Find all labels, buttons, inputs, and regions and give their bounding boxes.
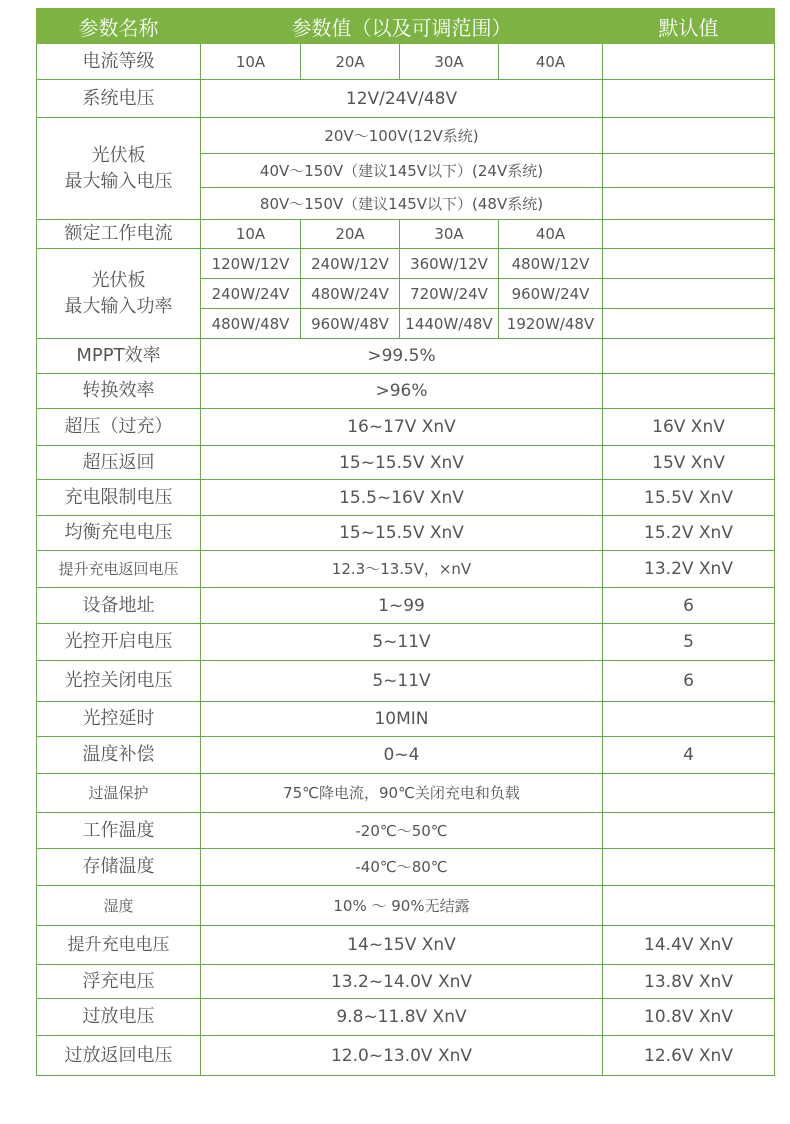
row-value: 12.0~13.0V XnV: [201, 1036, 603, 1076]
power-cell: 480W/48V: [201, 309, 301, 339]
row-default: [603, 339, 775, 374]
row-name: 电流等级: [37, 44, 201, 80]
row-value-cell: 30A: [400, 220, 499, 249]
power-cell: 1920W/48V: [499, 309, 603, 339]
row-default: [603, 849, 775, 886]
row-name: 浮充电压: [37, 965, 201, 999]
row-name: 超压返回: [37, 446, 201, 480]
row-default: [603, 374, 775, 409]
row-value-cell: 10A: [201, 44, 301, 80]
row-value: 80V～150V（建议145V以下）(48V系统): [201, 188, 603, 220]
row-default: [603, 188, 775, 220]
row-value: 15~15.5V XnV: [201, 446, 603, 480]
row-name: 提升充电电压: [37, 926, 201, 965]
row-name: 额定工作电流: [37, 220, 201, 249]
power-cell: 360W/12V: [400, 249, 499, 279]
row-default: 6: [603, 661, 775, 702]
row-over-discharge: [37, 999, 775, 1036]
row-default: [603, 886, 775, 926]
row-over-temp: [37, 774, 775, 813]
row-default: 13.8V XnV: [603, 965, 775, 999]
power-cell: 240W/12V: [301, 249, 400, 279]
row-name: 光控关闭电压: [37, 661, 201, 702]
row-name: 过放返回电压: [37, 1036, 201, 1076]
row-value: 40V～150V（建议145V以下）(24V系统): [201, 154, 603, 188]
row-light-off: [37, 661, 775, 702]
row-default: 10.8V XnV: [603, 999, 775, 1036]
row-over-voltage-return: [37, 446, 775, 480]
row-value: 12V/24V/48V: [201, 80, 603, 118]
row-equalize: [37, 516, 775, 551]
row-default: [603, 309, 775, 339]
row-default: [603, 249, 775, 279]
row-value: 9.8~11.8V XnV: [201, 999, 603, 1036]
row-temp-comp: [37, 737, 775, 774]
row-mppt-eff: [37, 339, 775, 374]
row-name: 温度补偿: [37, 737, 201, 774]
row-value: 15~15.5V XnV: [201, 516, 603, 551]
row-default: 15V XnV: [603, 446, 775, 480]
row-value: -40℃～80℃: [201, 849, 603, 886]
row-value: 10% ～ 90%无结露: [201, 886, 603, 926]
row-value: 15.5~16V XnV: [201, 480, 603, 516]
row-value: 13.2~14.0V XnV: [201, 965, 603, 999]
power-cell: 720W/24V: [400, 279, 499, 309]
row-over-discharge-return: [37, 1036, 775, 1076]
row-default: [603, 44, 775, 80]
row-value-cell: 30A: [400, 44, 499, 80]
power-cell: 240W/24V: [201, 279, 301, 309]
row-boost-return: [37, 551, 775, 588]
row-charge-limit: [37, 480, 775, 516]
row-conv-eff: [37, 374, 775, 409]
row-value: 0~4: [201, 737, 603, 774]
row-name: 转换效率: [37, 374, 201, 409]
row-name-line: 最大输入电压: [64, 170, 173, 192]
row-default: 5: [603, 624, 775, 661]
row-value: 12.3～13.5V，×nV: [201, 551, 603, 588]
header-param-value: 参数值（以及可调范围）: [201, 9, 603, 44]
row-value: >99.5%: [201, 339, 603, 374]
row-value: 16~17V XnV: [201, 409, 603, 446]
power-cell: 480W/12V: [499, 249, 603, 279]
row-value: 14~15V XnV: [201, 926, 603, 965]
row-value: 5~11V: [201, 661, 603, 702]
row-device-addr: [37, 588, 775, 624]
row-name: 提升充电返回电压: [37, 551, 201, 588]
row-value-cell: 40A: [499, 220, 603, 249]
row-default: [603, 80, 775, 118]
row-name: 湿度: [37, 886, 201, 926]
row-default: 6: [603, 588, 775, 624]
header-param-name: 参数名称: [37, 9, 201, 44]
row-value: 10MIN: [201, 702, 603, 737]
row-name: 过温保护: [37, 774, 201, 813]
row-storage-temp: [37, 849, 775, 886]
row-name: 工作温度: [37, 813, 201, 849]
row-value: >96%: [201, 374, 603, 409]
row-name: 充电限制电压: [37, 480, 201, 516]
row-name-multiline: [37, 118, 201, 220]
row-default: [603, 220, 775, 249]
row-value: -20℃～50℃: [201, 813, 603, 849]
row-current-level: [37, 44, 775, 80]
row-value: 1~99: [201, 588, 603, 624]
power-cell: 480W/24V: [301, 279, 400, 309]
row-default: 13.2V XnV: [603, 551, 775, 588]
row-name-line: 最大输入功率: [64, 295, 173, 317]
row-name: 过放电压: [37, 999, 201, 1036]
power-cell: 960W/48V: [301, 309, 400, 339]
row-default: 14.4V XnV: [603, 926, 775, 965]
row-name-line: 光伏板: [91, 269, 146, 291]
row-value-cell: 40A: [499, 44, 603, 80]
spec-table-container: [36, 8, 774, 1076]
spec-table: [36, 8, 775, 1076]
header-default-value: 默认值: [603, 9, 775, 44]
row-name: 光控延时: [37, 702, 201, 737]
row-default: [603, 702, 775, 737]
row-system-voltage: [37, 80, 775, 118]
row-value-cell: 10A: [201, 220, 301, 249]
power-cell: 1440W/48V: [400, 309, 499, 339]
row-default: 15.2V XnV: [603, 516, 775, 551]
row-value-cell: 20A: [301, 44, 400, 80]
row-pv-max-voltage: [37, 118, 775, 154]
row-rated-current: [37, 220, 775, 249]
row-pv-max-power: [37, 249, 775, 279]
row-value: 5~11V: [201, 624, 603, 661]
row-humidity: [37, 886, 775, 926]
row-default: 16V XnV: [603, 409, 775, 446]
row-default: [603, 154, 775, 188]
row-light-on: [37, 624, 775, 661]
row-name: 均衡充电电压: [37, 516, 201, 551]
row-name: MPPT效率: [37, 339, 201, 374]
row-name-line: 光伏板: [91, 144, 146, 166]
header-row: [37, 9, 775, 44]
row-name: 光控开启电压: [37, 624, 201, 661]
row-value: 75℃降电流，90℃关闭充电和负载: [201, 774, 603, 813]
row-name: 系统电压: [37, 80, 201, 118]
row-default: 4: [603, 737, 775, 774]
row-default: 12.6V XnV: [603, 1036, 775, 1076]
row-default: 15.5V XnV: [603, 480, 775, 516]
row-work-temp: [37, 813, 775, 849]
power-cell: 120W/12V: [201, 249, 301, 279]
row-value: 20V～100V(12V系统): [201, 118, 603, 154]
row-value-cell: 20A: [301, 220, 400, 249]
row-over-voltage: [37, 409, 775, 446]
row-name: 设备地址: [37, 588, 201, 624]
row-default: [603, 813, 775, 849]
row-default: [603, 279, 775, 309]
row-boost-charge: [37, 926, 775, 965]
power-cell: 960W/24V: [499, 279, 603, 309]
row-name: 超压（过充）: [37, 409, 201, 446]
row-float-charge: [37, 965, 775, 999]
row-name-multiline: [37, 249, 201, 339]
row-name: 存储温度: [37, 849, 201, 886]
row-light-delay: [37, 702, 775, 737]
row-default: [603, 774, 775, 813]
row-default: [603, 118, 775, 154]
